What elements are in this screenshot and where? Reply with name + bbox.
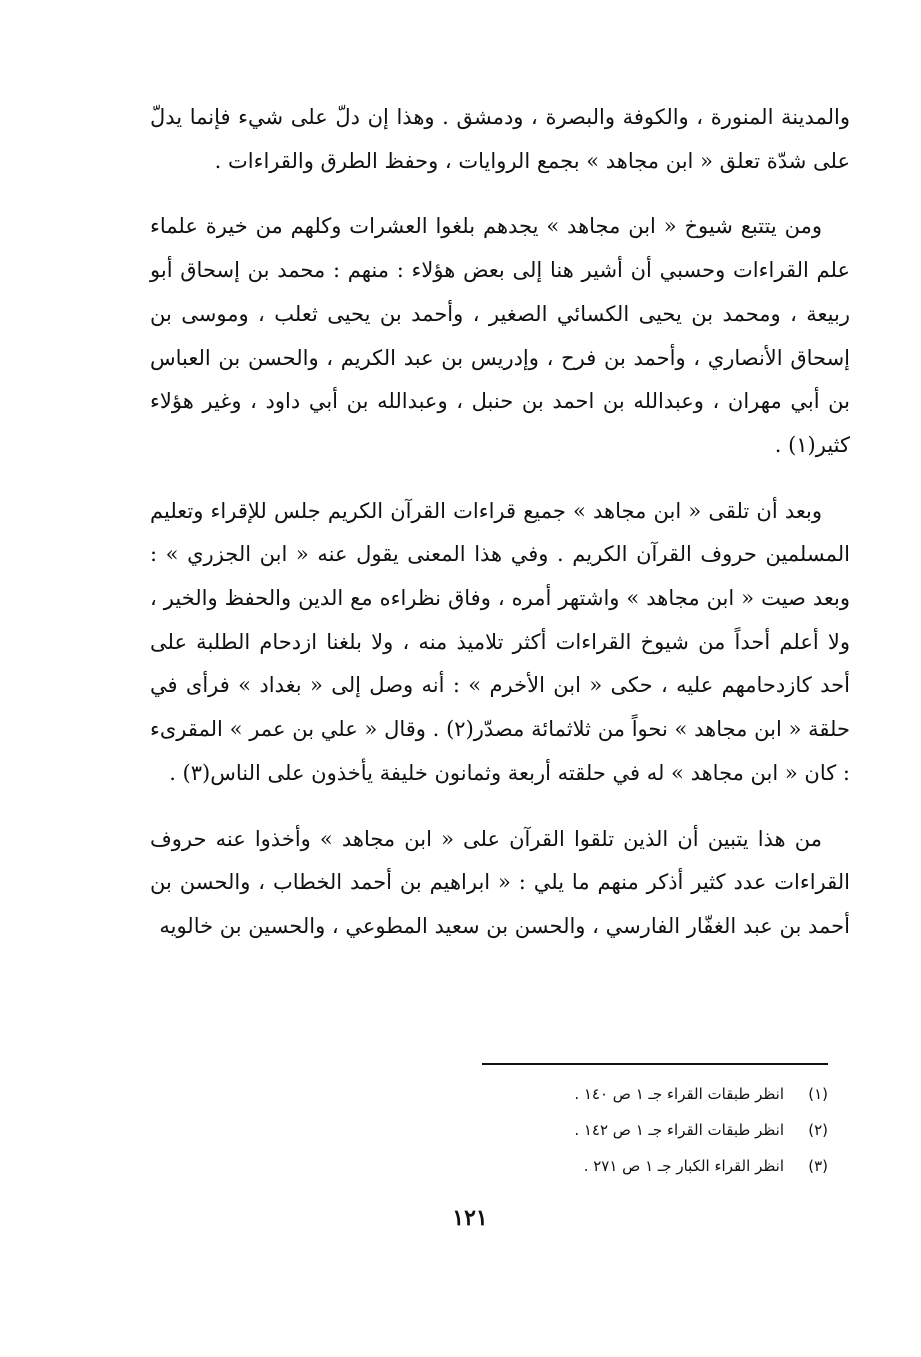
paragraph-2 bbox=[150, 205, 850, 467]
footnote-2 bbox=[482, 1112, 828, 1148]
paragraph-3 bbox=[150, 490, 850, 796]
paragraph-4-text: من هذا يتبين أن الذين تلقوا القرآن على « ابن مجاهد » وأخذوا عنه حروف القراءات عدد كثير أذكر منهم ما يلي : « ابراهيم بن أحمد الخطاب ، والحسن بن أحمد بن عبد الغفّار الفارسي ، والحسن بن سعيد المطوعي ، والحسين بن خالويه bbox=[150, 826, 850, 938]
footnote-3-text: انظر القراء الكبار جـ ١ ص ٢٧١ . bbox=[583, 1157, 784, 1175]
footnote-1 bbox=[482, 1076, 828, 1112]
main-text bbox=[150, 96, 850, 949]
footnote-2-text: انظر طبقات القراء جـ ١ ص ١٤٢ . bbox=[574, 1121, 784, 1139]
paragraph-1 bbox=[150, 96, 850, 183]
paragraph-2-text: ومن يتتبع شيوخ « ابن مجاهد » يجدهم بلغوا العشرات وكلهم من خيرة علماء علم القراءات وحسبي أن أشير هنا إلى بعض هؤلاء : منهم : محمد بن إسحاق أبو ربيعة ، ومحمد بن يحيى الكسائي الصغير ، وأحمد بن يحيى ثعلب ، وموسى بن إسحاق الأنصاري ، وأحمد بن فرح ، وإدريس بن عبد الكريم ، والحسن بن العباس بن أبي مهران ، وعبدالله بن احمد بن حنبل ، وعبدالله بن أبي داود ، وغير هؤلاء كثير(١) . bbox=[150, 214, 850, 457]
footnote-divider bbox=[482, 1063, 828, 1065]
paragraph-1-text: والمدينة المنورة ، والكوفة والبصرة ، ودمشق . وهذا إن دلّ على شيء فإنما يدلّ على شدّة تعلق « ابن مجاهد » بجمع الروايات ، وحفظ الطرق والقراءات . bbox=[150, 105, 850, 173]
footnotes bbox=[482, 1076, 828, 1184]
footnote-2-number: (٢) bbox=[808, 1121, 828, 1139]
paragraph-3-text: وبعد أن تلقى « ابن مجاهد » جميع قراءات القرآن الكريم جلس للإقراء وتعليم المسلمين حروف القرآن الكريم . وفي هذا المعنى يقول عنه « ابن الجزري » : وبعد صيت « ابن مجاهد » واشتهر أمره ، وفاق نظراءه مع الدين والحفظ والخير ، ولا أعلم أحداً من شيوخ القراءات أكثر تلاميذ منه ، ولا بلغنا ازدحام الطلبة على أحد كازدحامهم عليه ، حكى « ابن الأخرم » : أنه وصل إلى « بغداد » فرأى في حلقة « ابن مجاهد » نحواً من ثلاثمائة مصدّر(٢) . وقال « علي بن عمر » المقرىء : كان « ابن مجاهد » له في حلقته أربعة وثمانون خليفة يأخذون على الناس(٣) . bbox=[150, 498, 850, 785]
page-number: ١٢١ bbox=[452, 1205, 488, 1231]
footnote-1-number: (١) bbox=[808, 1085, 828, 1103]
footnote-3 bbox=[482, 1148, 828, 1184]
paragraph-4 bbox=[150, 818, 850, 949]
footnote-3-number: (٣) bbox=[808, 1157, 828, 1175]
footnote-1-text: انظر طبقات القراء جـ ١ ص ١٤٠ . bbox=[574, 1085, 784, 1103]
